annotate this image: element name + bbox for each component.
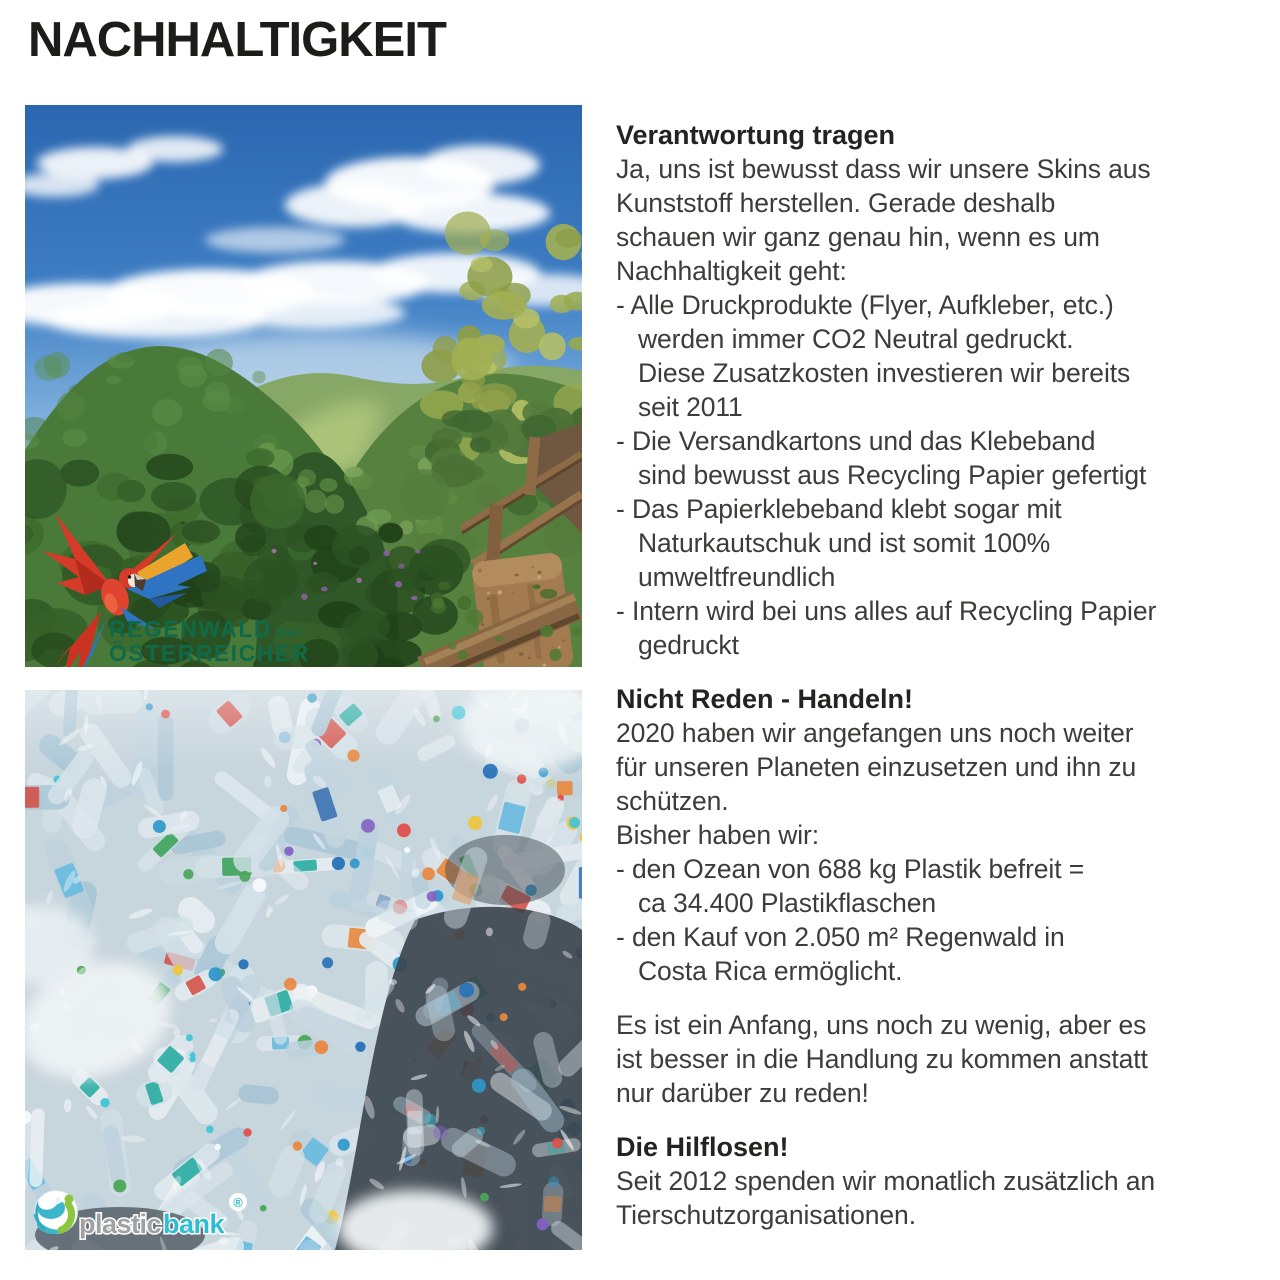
regenwald-der: der [277, 625, 303, 640]
foliage-blob [235, 522, 266, 552]
flower-dot [301, 594, 308, 600]
text-line: Tierschutzorganisationen. [616, 1200, 916, 1230]
grass-blob [432, 598, 444, 609]
text-line: werden immer CO2 Neutral gedruckt. [638, 324, 1074, 354]
grass-blob [458, 596, 472, 610]
text-section [616, 1008, 1278, 1110]
tree-leaf-blob [556, 229, 582, 248]
grass-blob [572, 627, 582, 636]
foliage-blob [250, 474, 305, 529]
bullet-line: - Das Papierklebeband klebt sogar mit [616, 494, 1062, 524]
flower-dot [313, 562, 317, 565]
registered-mark: ® [233, 1195, 243, 1210]
text-line: umweltfreundlich [638, 562, 836, 592]
foliage-blob [432, 428, 462, 449]
foliage-blob [177, 357, 204, 377]
text-line: ist besser in die Handlung zu kommen anstatt [616, 1044, 1148, 1074]
text-line: Nachhaltigkeit geht: [616, 256, 847, 286]
foliage-blob [345, 467, 363, 477]
flower-dot [357, 578, 362, 583]
foliage-blob [298, 469, 316, 486]
foliage-blob [305, 490, 328, 513]
text-line: seit 2011 [638, 392, 743, 422]
text-line: Ja, uns ist bewusst dass wir unsere Skins aus [616, 154, 1151, 184]
plastic-bottles-illustration [25, 690, 582, 1250]
foliage-blob [167, 386, 181, 397]
cool-cast [25, 690, 582, 1250]
bullet-line: - Alle Druckprodukte (Flyer, Aufkleber, etc.) [616, 290, 1114, 320]
foliage-blob [117, 480, 146, 502]
grass-blob [457, 650, 469, 660]
rainforest-illustration [25, 105, 582, 667]
text-line: Seit 2012 spenden wir monatlich zusätzlich an [616, 1166, 1156, 1196]
oesterreicher-word: ÖSTERREICHER [109, 640, 310, 666]
rainforest-photo [25, 105, 582, 667]
text-line: gedruckt [638, 630, 739, 660]
foliage-blob [205, 382, 231, 404]
text-line: 2020 haben wir angefangen uns noch weiter [616, 718, 1134, 748]
text-section [616, 682, 1278, 988]
text-line: Bisher haben wir: [616, 820, 820, 850]
foliage-blob [343, 610, 390, 641]
text-line: ca 34.400 Plastikflaschen [638, 888, 937, 918]
foliage-blob [134, 429, 158, 452]
tree-leaf-blob [482, 291, 526, 320]
foliage-blob [152, 399, 182, 426]
tree-leaf-blob [474, 383, 517, 409]
grass-blob [494, 636, 505, 642]
plasticbank-word-bank: bank [163, 1209, 225, 1239]
bullet-line: - den Kauf von 2.050 m² Regenwald in [616, 922, 1065, 952]
text-section [616, 118, 1278, 662]
foliage-blob [146, 454, 193, 481]
tree-leaf-blob [451, 338, 492, 381]
text-line: nur darüber zu reden! [616, 1078, 869, 1108]
page-title: NACHHALTIGKEIT [28, 13, 446, 67]
text-line: schützen. [616, 786, 729, 816]
flower-dot [395, 581, 402, 587]
bullet-line: - Die Versandkartons und das Klebeband [616, 426, 1096, 456]
foliage-blob [196, 573, 221, 592]
flower-dot [411, 596, 418, 600]
foliage-blob [418, 539, 471, 580]
regenwald-word: REGENWALD [109, 616, 272, 642]
flower-dot [398, 563, 405, 569]
foliage-blob [348, 546, 370, 565]
foliage-blob [60, 460, 99, 487]
grass-blob [540, 589, 558, 599]
section-heading: Nicht Reden - Handeln! [616, 684, 914, 714]
flower-dot [272, 549, 277, 553]
bullet-line: - Intern wird bei uns alles auf Recycling Papier [616, 596, 1157, 626]
flower-dot [321, 587, 328, 592]
foliage-blob [181, 520, 220, 543]
tree-leaf-blob [445, 212, 491, 255]
foliage-blob [252, 371, 265, 384]
foliage-blob [57, 392, 85, 421]
text-section [616, 1130, 1278, 1232]
foliage-blob [399, 469, 449, 520]
foliage-blob [116, 352, 134, 363]
text-line: sind bewusst aus Recycling Papier gefertigt [638, 460, 1147, 490]
foliage-blob [205, 349, 233, 377]
foliage-blob [100, 418, 114, 428]
foliage-blob [34, 356, 63, 381]
text-line: Naturkautschuk und ist somit 100% [638, 528, 1051, 558]
text-column [616, 118, 1278, 1252]
grass-blob [448, 643, 457, 650]
foliage-blob [458, 465, 484, 481]
foliage-blob [320, 478, 338, 492]
tree-leaf-blob [471, 257, 493, 272]
bullet-line: - den Ozean von 688 kg Plastik befreit = [616, 854, 1085, 884]
text-line: Costa Rica ermöglicht. [638, 956, 903, 986]
text-line: Es ist ein Anfang, uns noch zu wenig, aber es [616, 1010, 1147, 1040]
grass-blob [466, 609, 483, 626]
text-line: Kunststoff herstellen. Gerade deshalb [616, 188, 1056, 218]
plastic-bottles-photo [25, 690, 582, 1250]
foliage-blob [470, 437, 491, 453]
text-line: schauen wir ganz genau hin, wenn es um [616, 222, 1100, 252]
foliage-blob [246, 448, 275, 467]
plasticbank-word-plastic: plastic [79, 1209, 162, 1239]
foliage-blob [106, 376, 121, 385]
foliage-blob [221, 434, 244, 452]
grass-blob [540, 625, 553, 637]
grass-blob [533, 585, 541, 590]
flower-dot [383, 550, 389, 556]
foliage-blob [63, 429, 87, 447]
text-line: Diese Zusatzkosten investieren wir bereits [638, 358, 1131, 388]
grass-blob [549, 649, 561, 661]
tree-leaf-blob [539, 332, 566, 360]
foliage-blob [192, 437, 207, 452]
foliage-blob [325, 495, 345, 514]
text-line: für unseren Planeten einzusetzen und ihn zu [616, 752, 1137, 782]
section-heading: Die Hilflosen! [616, 1132, 789, 1162]
foliage-blob [151, 482, 196, 511]
flower-dot [415, 550, 421, 554]
grass-blob [438, 582, 450, 591]
section-heading: Verantwortung tragen [616, 120, 896, 150]
foliage-blob [442, 410, 469, 427]
